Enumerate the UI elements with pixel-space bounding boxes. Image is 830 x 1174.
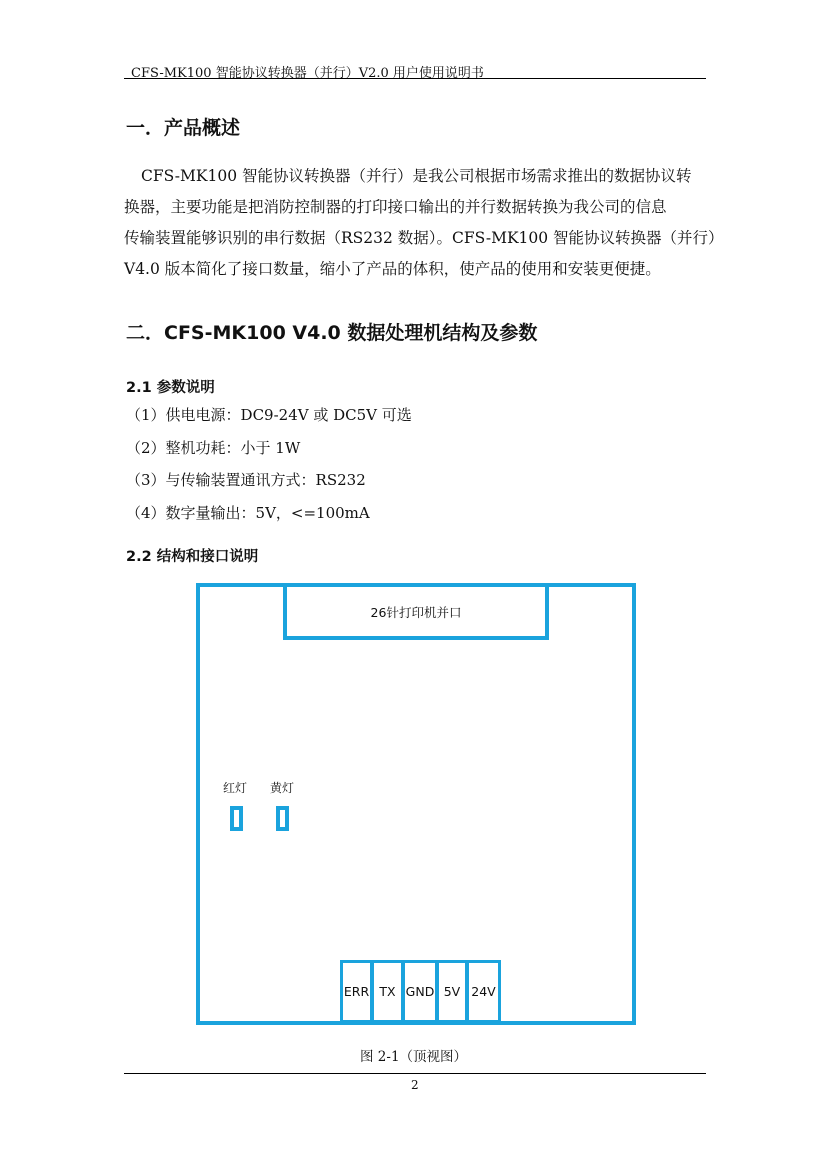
header-rule [124,78,706,79]
section-2-heading: 二．CFS-MK100 V4.0 数据处理机结构及参数 [126,322,538,344]
terminal-err [340,960,373,1023]
terminal-label: GND [405,984,435,999]
figure-caption: 图 2-1（顶视图） [360,1049,468,1065]
terminal-tx [371,960,404,1023]
printer-port-label: 26针打印机并口 [370,604,462,620]
terminal-label: 5V [443,984,461,999]
terminal-gnd [402,960,438,1023]
param-item: （3）与传输装置通讯方式：RS232 [126,471,366,489]
param-item: （4）数字量输出：5V，<=100mA [126,504,370,522]
led-red-indicator [230,806,243,831]
running-header: CFS-MK100 智能协议转换器（并行）V2.0 用户使用说明书 [131,66,484,81]
led-yellow-label: 黄灯 [270,781,295,795]
terminal-label: ERR [343,984,370,999]
terminal-24v [466,960,501,1023]
paragraph-line: V4.0 版本简化了接口数量，缩小了产品的体积，使产品的使用和安装更便捷。 [124,260,661,278]
terminal-5v [436,960,468,1023]
led-yellow-indicator [276,806,289,831]
paragraph-line: 换器，主要功能是把消防控制器的打印接口输出的并行数据转换为我公司的信息 [124,198,667,216]
section-1-paragraph [124,161,724,285]
paragraph-line: 传输装置能够识别的串行数据（RS232 数据）。CFS-MK100 智能协议转换器（并行） [124,229,724,247]
paragraph-line: CFS-MK100 智能协议转换器（并行）是我公司根据市场需求推出的数据协议转 [141,167,692,185]
footer-rule [124,1073,706,1074]
page-number: 2 [411,1078,419,1092]
subsection-2-1-heading: 2.1 参数说明 [126,380,215,396]
param-item: （2）整机功耗：小于 1W [126,439,301,457]
printer-port [283,583,549,640]
param-item: （1）供电电源：DC9-24V 或 DC5V 可选 [126,406,412,424]
section-1-heading: 一．产品概述 [126,117,241,139]
terminal-label: 24V [471,984,496,999]
terminal-label: TX [379,984,396,999]
subsection-2-2-heading: 2.2 结构和接口说明 [126,549,259,565]
device-outline [196,583,636,1025]
led-red-label: 红灯 [223,781,248,795]
